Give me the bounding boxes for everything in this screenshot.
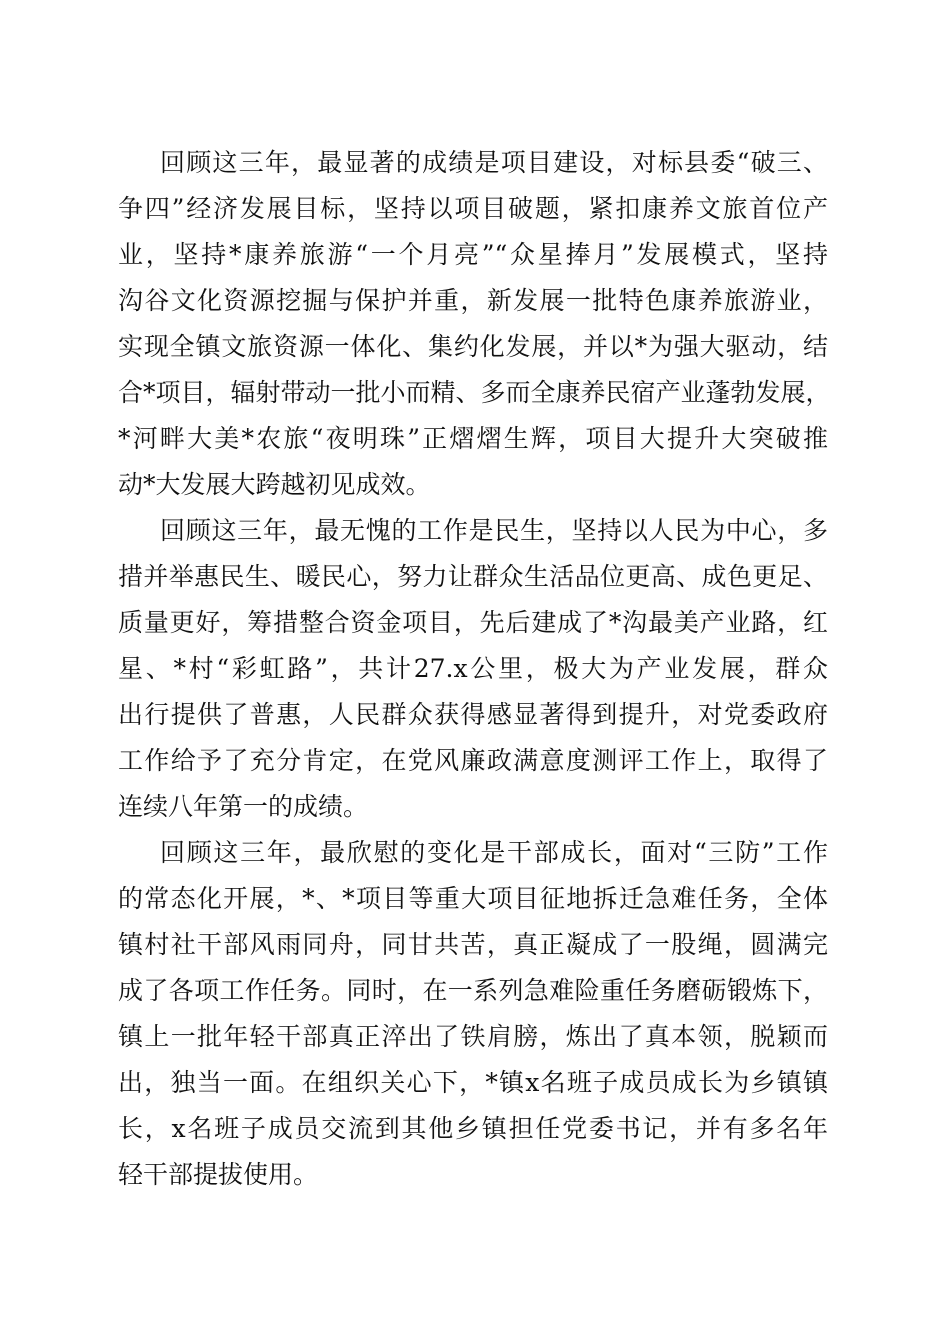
text-line: 回顾这三年，最欣慰的变化是干部成长，面对“三防”工作 [160,838,828,867]
text-line: 实现全镇文旅资源一体化、集约化发展，并以*为强大驱动，结 [118,332,828,361]
document-body [118,140,831,1198]
text-line: 出，独当一面。在组织关心下，*镇x名班子成员成长为乡镇镇 [118,1068,828,1097]
text-line: 回顾这三年，最显著的成绩是项目建设，对标县委“破三、 [160,148,828,177]
text-line: 连续八年第一的成绩。 [118,792,369,821]
text-line: 争四”经济发展目标，坚持以项目破题，紧扣康养文旅首位产 [118,194,828,223]
text-line: 合*项目，辐射带动一批小而精、多而全康养民宿产业蓬勃发展， [118,378,831,407]
text-line: 质量更好，筹措整合资金项目，先后建成了*沟最美产业路，红 [118,608,828,637]
text-line: *河畔大美*农旅“夜明珠”正熠熠生辉，项目大提升大突破推 [118,424,828,453]
text-line: 工作给予了充分肯定，在党风廉政满意度测评工作上，取得了 [118,746,828,775]
text-line: 的常态化开展，*、*项目等重大项目征地拆迁急难任务，全体 [118,884,828,913]
text-line: 业，坚持*康养旅游“一个月亮”“众星捧月”发展模式，坚持 [118,240,828,269]
paragraph-cadres [118,830,828,1198]
text-line: 镇村社干部风雨同舟，同甘共苦，真正凝成了一股绳，圆满完 [118,930,828,959]
text-line: 回顾这三年，最无愧的工作是民生，坚持以人民为中心，多 [160,516,828,545]
text-line: 措并举惠民生、暖民心，努力让群众生活品位更高、成色更足、 [118,562,828,591]
text-line: 长，x名班子成员交流到其他乡镇担任党委书记，并有多名年 [118,1114,828,1143]
text-line: 动*大发展大跨越初见成效。 [118,470,431,499]
text-line: 镇上一批年轻干部真正淬出了铁肩膀，炼出了真本领，脱颖而 [118,1022,828,1051]
paragraph-projects [118,140,831,508]
text-line: 成了各项工作任务。同时，在一系列急难险重任务磨砺锻炼下， [118,976,828,1005]
text-line: 轻干部提拔使用。 [118,1160,319,1189]
text-line: 沟谷文化资源挖掘与保护并重，新发展一批特色康养旅游业， [118,286,828,315]
text-line: 出行提供了普惠，人民群众获得感显著得到提升，对党委政府 [118,700,828,729]
paragraph-livelihood [118,508,828,830]
text-line: 星、*村“彩虹路”，共计27.x公里，极大为产业发展，群众 [118,654,828,683]
